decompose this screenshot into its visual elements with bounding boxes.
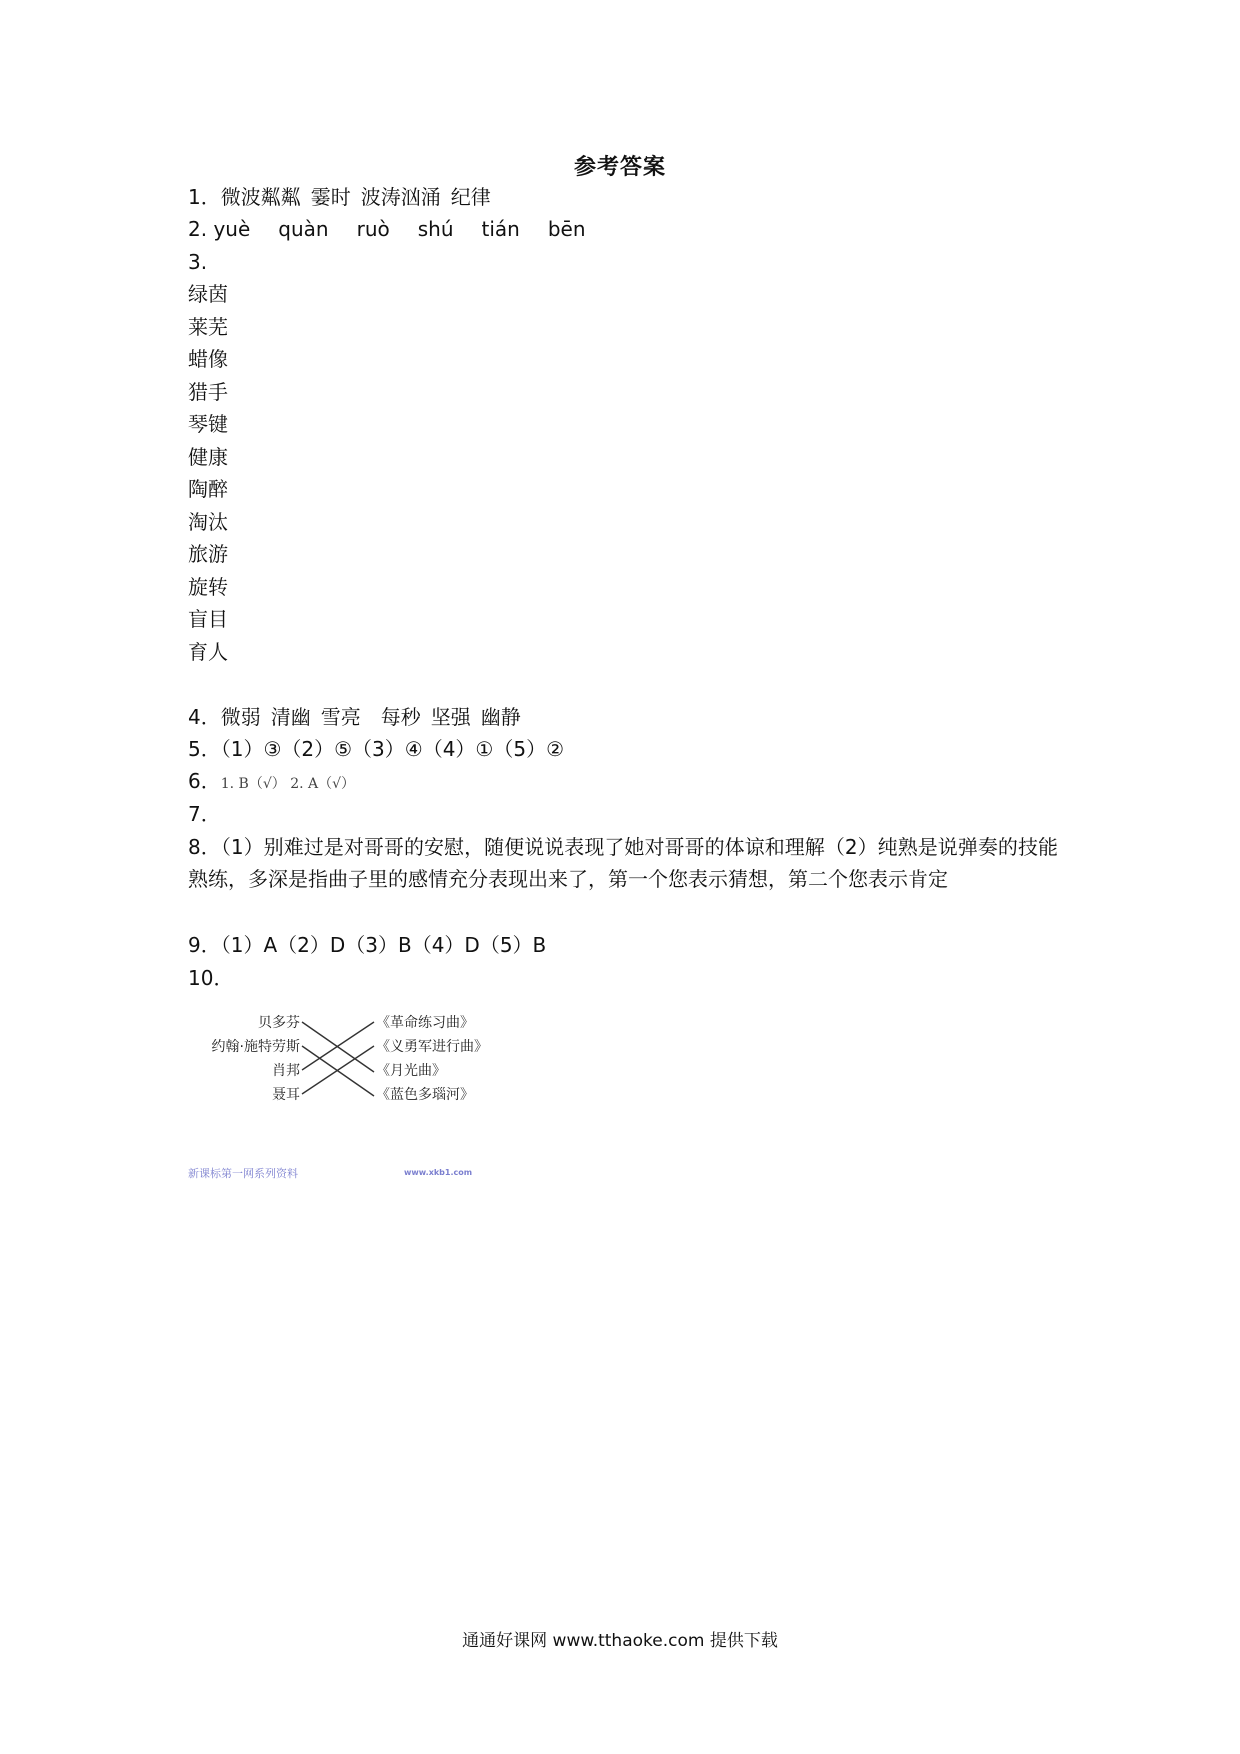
q3-word: 旅游 bbox=[188, 542, 228, 566]
answer-6 bbox=[188, 766, 355, 799]
q2-pinyin: shú bbox=[417, 217, 454, 241]
q4-number: 4． bbox=[188, 705, 221, 729]
work-label: 《义勇军进行曲》 bbox=[376, 1039, 488, 1055]
q1-word: 微波粼粼 bbox=[220, 185, 301, 209]
q2-pinyin: yuè bbox=[213, 217, 251, 241]
q5-number: 5． bbox=[188, 737, 221, 761]
q4-word: 坚强 bbox=[430, 705, 471, 729]
q6-number: 6． bbox=[188, 769, 221, 793]
q3-word: 陶醉 bbox=[188, 477, 228, 501]
q4-word: 雪亮 bbox=[320, 705, 361, 729]
q3-word: 旋转 bbox=[188, 575, 228, 599]
answer-2 bbox=[188, 214, 614, 244]
q1-word: 纪律 bbox=[450, 185, 491, 209]
q4-word: 幽静 bbox=[480, 705, 521, 729]
answer-9 bbox=[188, 930, 546, 960]
q3-word: 蜡像 bbox=[188, 347, 228, 371]
answer-1 bbox=[188, 182, 491, 212]
watermark-right: www.xkb1.com bbox=[404, 1168, 473, 1177]
q7-number: 7． bbox=[188, 802, 221, 826]
q3-word: 淘汰 bbox=[188, 510, 228, 534]
q3-number: 3. bbox=[188, 250, 208, 274]
q3-word: 健康 bbox=[188, 445, 228, 469]
q2-pinyin: ruò bbox=[356, 217, 390, 241]
q3-word: 盲目 bbox=[188, 607, 228, 631]
q3-word: 琴键 bbox=[188, 412, 228, 436]
page-title: 参考答案 bbox=[573, 155, 666, 180]
q4-word: 清幽 bbox=[270, 705, 311, 729]
q3-word: 猎手 bbox=[188, 380, 228, 404]
q2-pinyin: tián bbox=[481, 217, 520, 241]
work-label: 《革命练习曲》 bbox=[376, 1015, 474, 1031]
work-label: 《月光曲》 bbox=[376, 1063, 446, 1079]
q6-text: 1. B（√） 2. A（√） bbox=[220, 776, 356, 792]
answer-5 bbox=[188, 734, 564, 764]
composer-label: 肖邦 bbox=[272, 1063, 300, 1079]
q3-word: 育人 bbox=[188, 640, 228, 664]
q4-word: 微弱 bbox=[220, 705, 261, 729]
composer-label: 聂耳 bbox=[272, 1087, 300, 1103]
answer-4 bbox=[188, 702, 521, 732]
q8-text: （1）别难过是对哥哥的安慰，随便说说表现了她对哥哥的体谅和理解（2）纯熟是说弹奏的技能熟练，多深是指曲子里的感情充分表现出来了，第一个您表示猜想，第二个您表示肯定 bbox=[188, 835, 1058, 891]
q1-word: 波涛汹涌 bbox=[360, 185, 441, 209]
q10-number: 10． bbox=[188, 966, 234, 990]
q9-text: （1）A（2）D（3）B（4）D（5）B bbox=[220, 933, 547, 957]
work-label: 《蓝色多瑙河》 bbox=[376, 1087, 474, 1103]
q4-word: 每秒 bbox=[380, 705, 421, 729]
watermark-left: 新课标第一网系列资料 bbox=[188, 1167, 298, 1180]
q1-word: 霎时 bbox=[310, 185, 351, 209]
composer-label: 贝多芬 bbox=[258, 1015, 300, 1031]
q2-number: 2. bbox=[188, 217, 208, 241]
footer: 通通好课网 www.tthaoke.com 提供下载 bbox=[462, 1631, 778, 1651]
q8-number: 8． bbox=[188, 835, 221, 859]
composer-label: 约翰·施特劳斯 bbox=[211, 1039, 300, 1055]
q3-word: 绿茵 bbox=[188, 282, 228, 306]
q2-pinyin: bēn bbox=[547, 217, 586, 241]
q3-word: 莱芜 bbox=[188, 315, 228, 339]
q5-text: （1）③（2）⑤（3）④（4）①（5）② bbox=[220, 737, 565, 761]
q1-number: 1． bbox=[188, 185, 221, 209]
q2-pinyin: quàn bbox=[278, 217, 329, 241]
answer-8 bbox=[188, 831, 1058, 895]
matching-diagram bbox=[184, 1008, 514, 1116]
q9-number: 9． bbox=[188, 933, 221, 957]
